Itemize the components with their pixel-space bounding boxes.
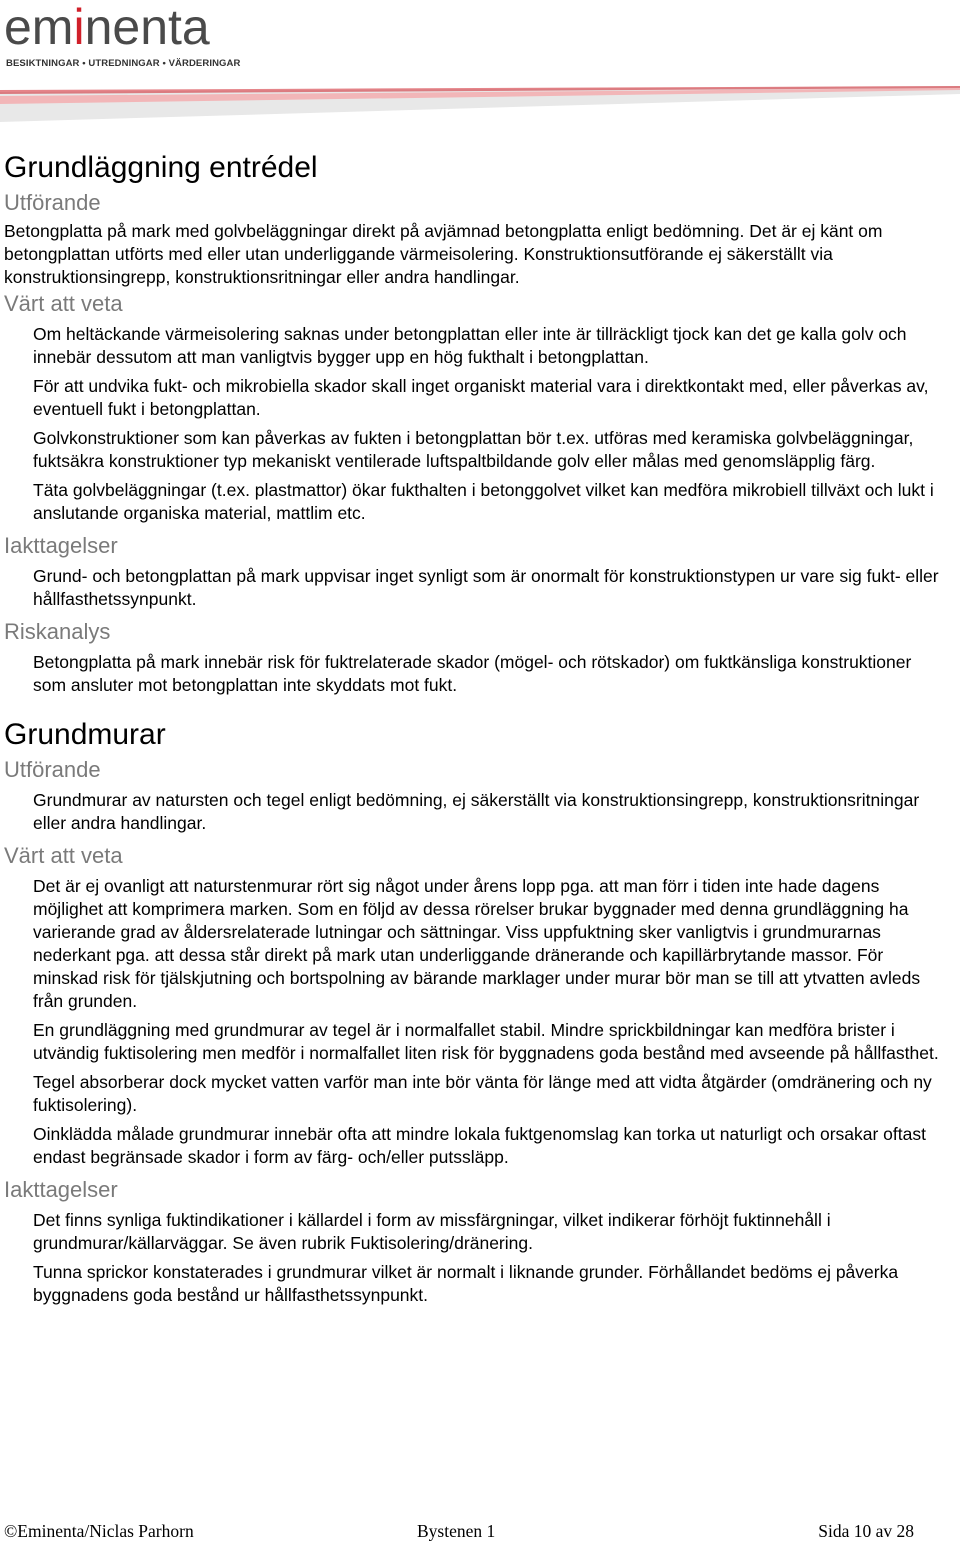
paragraph: Betongplatta på mark innebär risk för fuktrelaterade skador (mögel- och rötskador) om fuktkänsliga konstruktioner som ansluter mot betongplattan inte skyddats mot fukt. bbox=[33, 652, 912, 695]
subsection-heading: Värt att veta bbox=[4, 291, 123, 316]
subsection-heading: Iakttagelser bbox=[4, 533, 118, 558]
paragraph: En grundläggning med grundmurar av tegel är i normalfallet stabil. Mindre sprickbildningar kan medföra brister i utvändig fuktisolering men medför i normalfallet liten risk för byggnadens goda bestånd med avseende på hållfasthet. bbox=[33, 1020, 939, 1063]
paragraph: Det är ej ovanligt att naturstenmurar rört sig något under årens lopp pga. att man förr i tiden inte hade dagens möjlighet att komprimera marken. Som en följd av dessa rörelser brukar byggnader med denna grundläggning ha varierande grad av åldersrelaterade lutningar och sättningar. Viss uppfuktning sker vanligtvis i grundmurarnas nederkant pga. att dessa står direkt på mark utan underliggande dränerande och kapillärbrytande massor. För minskad risk för tjälskjutning och bortspolning av bärande marklager under murar bör man se till att ytvatten avleds från grunden. bbox=[33, 876, 921, 1011]
section-title: Grundläggning entrédel bbox=[4, 151, 318, 184]
subsection-heading: Iakttagelser bbox=[4, 1177, 118, 1202]
paragraph: Grund- och betongplattan på mark uppvisar inget synligt som är onormalt för konstruktionstypen ur vare sig fukt- eller hållfasthetssynpunkt. bbox=[33, 566, 939, 609]
document-body bbox=[4, 148, 944, 1313]
subsection-heading: Riskanalys bbox=[4, 619, 111, 644]
paragraph: Tegel absorberar dock mycket vatten varför man inte bör vänta för länge med att vidta åtgärder (omdränering och ny fuktisolering). bbox=[33, 1072, 932, 1115]
paragraph: Oinklädda målade grundmurar innebär ofta att mindre lokala fuktgenomslag kan torka ut naturligt och orsakar oftast endast begränsade skador i form av färg- och/eller putssläpp. bbox=[33, 1124, 926, 1167]
company-logo bbox=[4, 2, 244, 72]
footer-copyright: ©Eminenta/Niclas Parhorn bbox=[4, 1521, 194, 1541]
paragraph: Betongplatta på mark med golvbeläggningar direkt på avjämnad betongplatta enligt bedömning. Det är ej känt om betongplattan utförts med eller utan underliggande värmeisolering. Konstruktionsutförande ej säkerställt via konstruktionsingrepp, konstruktionsritningar eller andra handlingar. bbox=[4, 221, 883, 287]
logo-tagline: BESIKTNINGAR • UTREDNINGAR • VÄRDERINGAR bbox=[6, 58, 241, 69]
paragraph: Det finns synliga fuktindikationer i källardel i form av missfärgningar, vilket indikerar förhöjt fuktinnehåll i grundmurar/källarväggar. Se även rubrik Fuktisolering/dränering. bbox=[33, 1210, 831, 1253]
paragraph: Grundmurar av natursten och tegel enligt bedömning, ej säkerställt via konstruktionsingrepp, konstruktionsritningar eller andra handlingar. bbox=[33, 790, 920, 833]
footer-property-name: Bystenen 1 bbox=[417, 1521, 496, 1541]
paragraph: Om heltäckande värmeisolering saknas under betongplattan eller inte är tillräckligt tjock kan det ge kalla golv och innebär dessutom att man vanligtvis bygger upp en hög fukthalt i betongplattan. bbox=[33, 324, 907, 367]
subsection-heading: Värt att veta bbox=[4, 843, 123, 868]
section-title: Grundmurar bbox=[4, 718, 166, 751]
paragraph: Golvkonstruktioner som kan påverkas av fukten i betongplattan bör t.ex. utföras med keramiska golvbeläggningar, fuktsäkra konstruktioner typ mekaniskt ventilerade luftspaltbildande golv eller målas med genomsläpplig färg. bbox=[33, 428, 914, 471]
subsection-heading: Utförande bbox=[4, 757, 101, 782]
paragraph: För att undvika fukt- och mikrobiella skador skall inget organiskt material vara i direktkontakt med, eller påverkas av, eventuell fukt i betongplattan. bbox=[33, 376, 929, 419]
logo-wordmark: eminenta bbox=[4, 0, 210, 55]
paragraph: Tunna sprickor konstaterades i grundmurar vilket är normalt i liknande grunder. Förhållandet bedöms ej påverka byggnadens goda bestånd ur hållfasthetssynpunkt. bbox=[33, 1262, 899, 1305]
subsection-heading: Utförande bbox=[4, 190, 101, 215]
paragraph: Täta golvbeläggningar (t.ex. plastmattor) ökar fukthalten i betonggolvet vilket kan medföra mikrobiell tillväxt och lukt i anslutande organiska material, mattlim etc. bbox=[33, 480, 934, 523]
header-swoosh-graphic bbox=[0, 80, 960, 130]
section-grundlaggning-entredel bbox=[4, 148, 944, 697]
section-grundmurar bbox=[4, 715, 944, 1307]
footer-page-number: Sida 10 av 28 bbox=[818, 1521, 914, 1541]
